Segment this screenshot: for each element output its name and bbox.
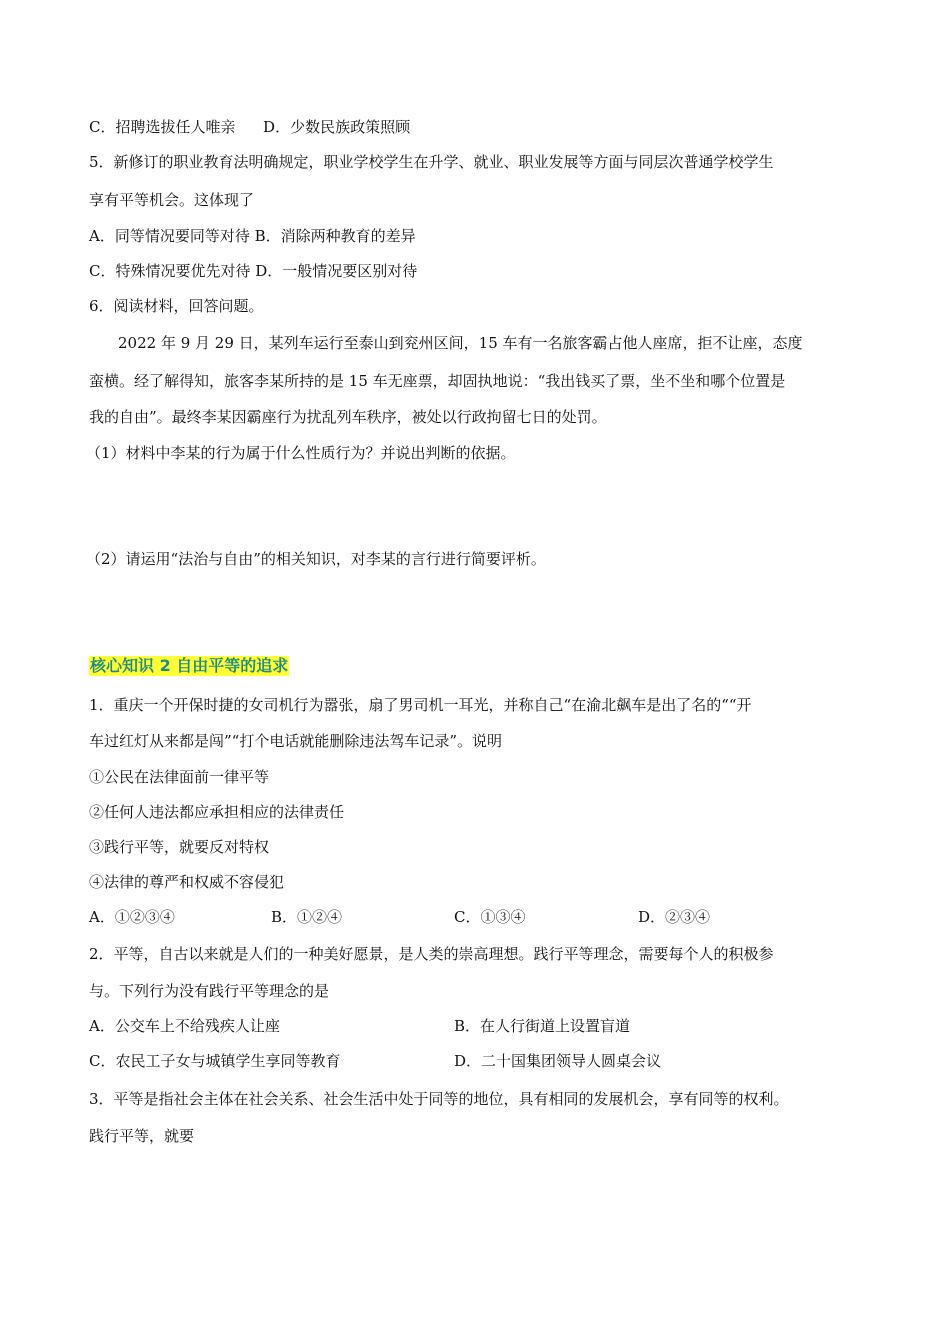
s2q3-stem-line2: 践行平等，就要	[89, 1127, 195, 1145]
q4-option-d: D．少数民族政策照顾	[263, 118, 411, 136]
s2q1-item-2: ②任何人违法都应承担相应的法律责任	[89, 803, 345, 821]
q6-subquestion-2: （2）请运用“法治与自由”的相关知识，对李某的言行进行简要评析。	[86, 550, 546, 568]
s2q2-option-a: A．公交车上不给残疾人让座	[89, 1017, 280, 1035]
q6-material-line2: 蛮横。经了解得知，旅客李某所持的是 15 车无座票，却固执地说：“我出钱买了票，坐不坐和哪个位置是	[89, 372, 786, 390]
s2q1-item-4: ④法律的尊严和权威不容侵犯	[89, 873, 285, 891]
q6-material-line1: 2022 年 9 月 29 日，某列车运行至泰山到兖州区间，15 车有一名旅客霸占他人座席，拒不让座，态度	[118, 334, 803, 352]
s2q1-stem-line1: 1．重庆一个开保时捷的女司机行为嚣张，扇了男司机一耳光，并称自己“在渝北飙车是出了名的““开	[89, 696, 752, 714]
s2q1-item-3: ③践行平等，就要反对特权	[89, 838, 270, 856]
q6-material-line3: 我的自由”。最终李某因霸座行为扰乱列车秩序，被处以行政拘留七日的处罚。	[89, 408, 607, 426]
s2q2-option-d: D．二十国集团领导人圆桌会议	[454, 1052, 662, 1070]
q5-stem-line2: 享有平等机会。这体现了	[89, 191, 255, 209]
q5-stem-line1: 5．新修订的职业教育法明确规定，职业学校学生在升学、就业、职业发展等方面与同层次普通学校学生	[89, 153, 774, 171]
s2q3-stem-line1: 3．平等是指社会主体在社会关系、社会生活中处于同等的地位，具有相同的发展机会，享有同等的权利。	[89, 1090, 789, 1108]
s2q1-option-d: D．②③④	[638, 908, 711, 926]
q6-subquestion-1: （1）材料中李某的行为属于什么性质行为？并说出判断的依据。	[86, 444, 516, 462]
section-heading: 核心知识 2 自由平等的追求	[90, 656, 289, 675]
s2q2-stem-line2: 与。下列行为没有践行平等理念的是	[89, 982, 330, 1000]
s2q1-option-a: A．①②③④	[89, 908, 175, 926]
s2q1-stem-line2: 车过红灯从来都是闯”“打个电话就能删除违法驾车记录”。说明	[89, 732, 503, 750]
q4-option-c: C．招聘选拔任人唯亲	[89, 118, 236, 136]
q6-stem: 6．阅读材料，回答问题。	[89, 297, 264, 315]
s2q1-option-b: B．①②④	[271, 908, 343, 926]
q5-options-ab: A．同等情况要同等对待 B．消除两种教育的差异	[89, 227, 416, 245]
s2q2-option-c: C．农民工子女与城镇学生享同等教育	[89, 1052, 341, 1070]
s2q1-item-1: ①公民在法律面前一律平等	[89, 768, 270, 786]
q5-options-cd: C．特殊情况要优先对待 D．一般情况要区别对待	[89, 262, 418, 280]
s2q1-option-c: C．①③④	[454, 908, 526, 926]
s2q2-stem-line1: 2．平等，自古以来就是人们的一种美好愿景，是人类的崇高理想。践行平等理念，需要每个人的积极参	[89, 945, 774, 963]
s2q2-option-b: B．在人行街道上设置盲道	[454, 1017, 631, 1035]
q4-options-cd	[89, 117, 870, 137]
